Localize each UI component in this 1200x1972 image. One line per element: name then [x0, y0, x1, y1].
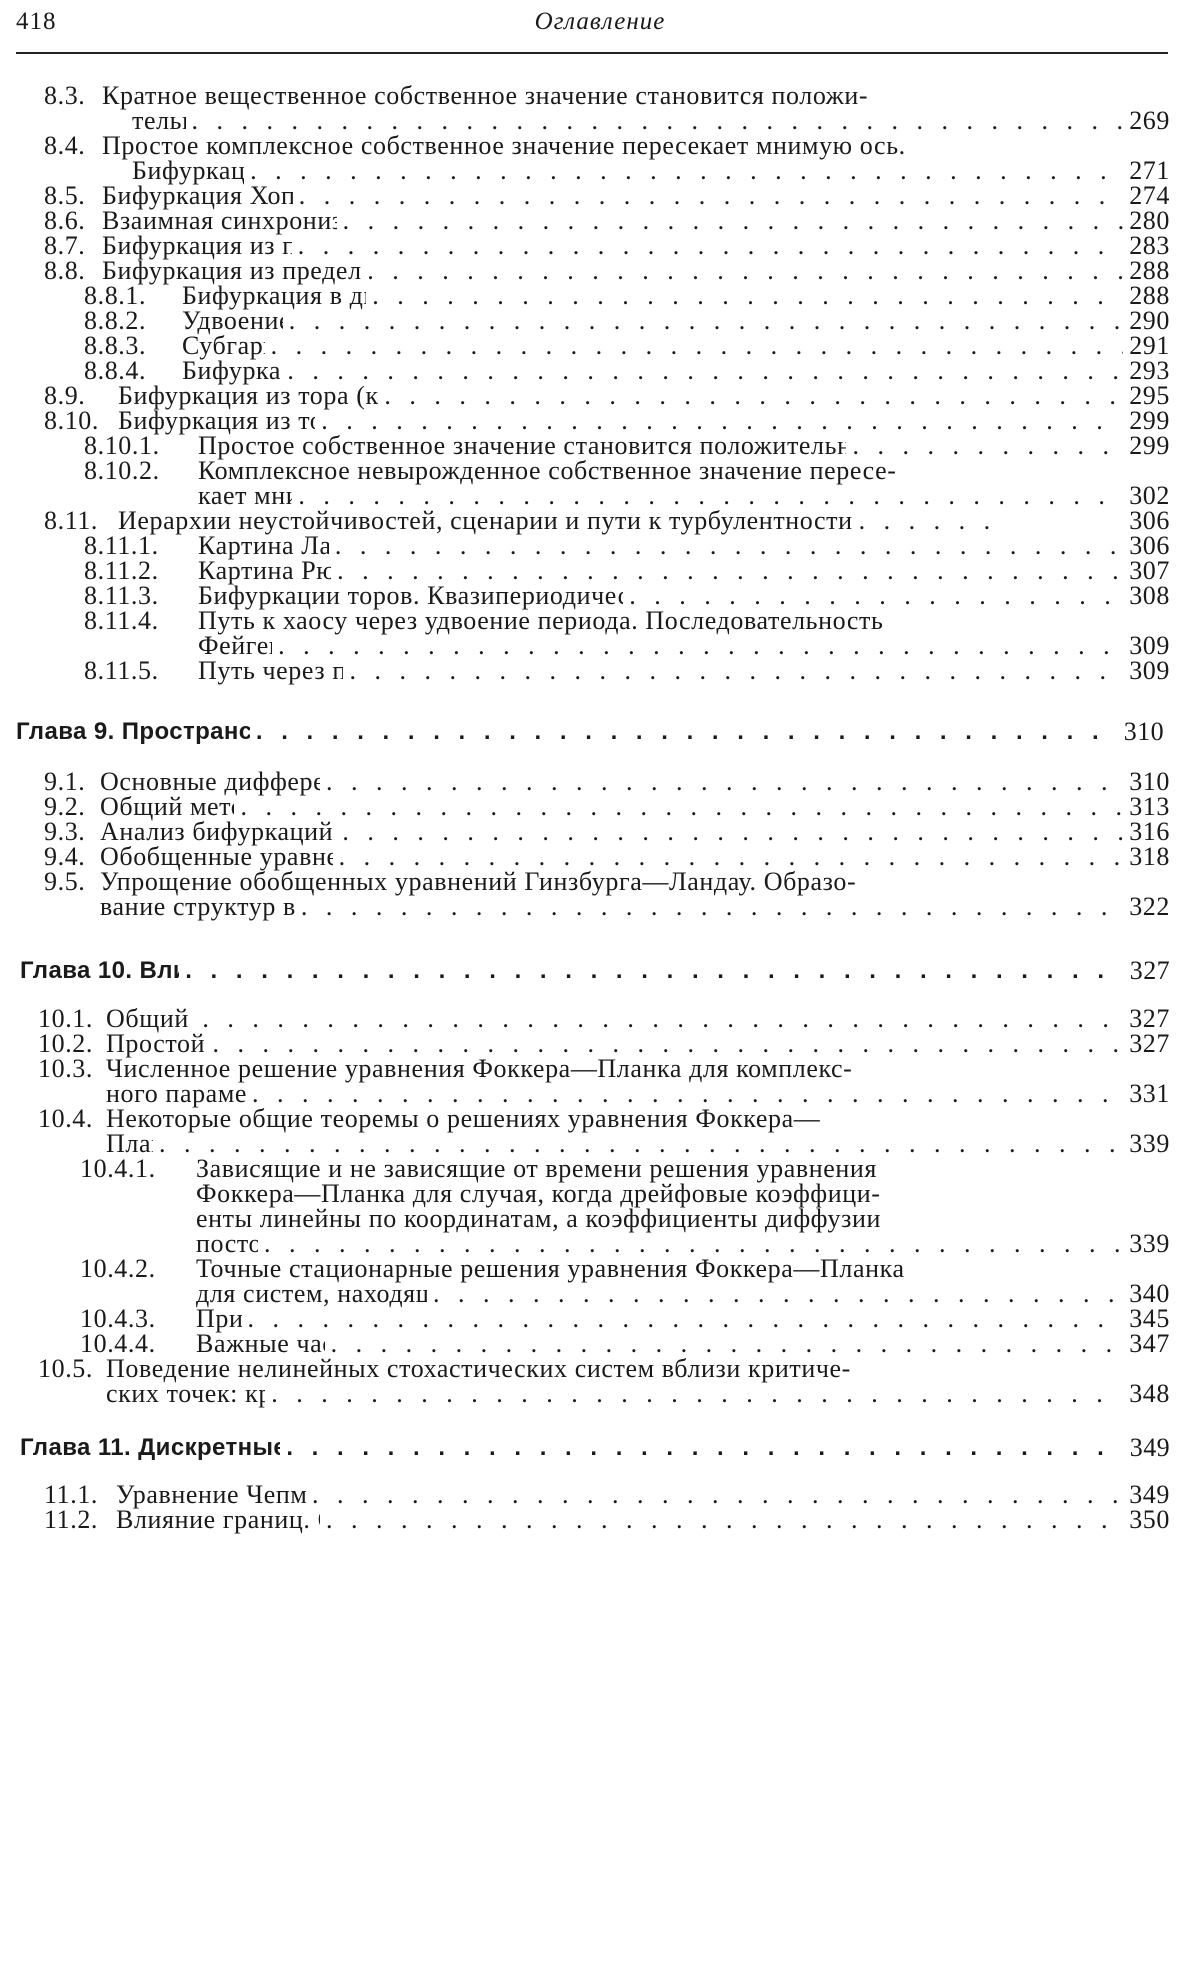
toc-page: 310 — [1129, 767, 1170, 797]
toc-title: Бифуркация в д — [182, 281, 366, 311]
toc-number: 8.10. — [44, 406, 118, 436]
toc-leader: . . . . . . . . . . . . . . . . . . . . . . . . . . . . . . . . . . . . . . . — [159, 1129, 1123, 1159]
toc-leader: . . . . . . . . . . . . . . . . . . . . . . . . . . . . . . . . — [335, 531, 1123, 561]
toc-leader: . . . . . . . . . . . . . . . . . . . . . . . . . . . . . . . . . — [298, 481, 1123, 511]
toc-number: 10.4.3. — [80, 1304, 196, 1334]
toc-page: 322 — [1129, 892, 1170, 922]
toc-leader: . . . . . . . . . . . . . . . . . . . . . . . . . . . . . . — [384, 381, 1123, 411]
toc-title: Путь через — [198, 656, 343, 686]
toc-page: 327 — [1129, 1029, 1170, 1059]
toc-number: 11.1. — [44, 1480, 116, 1510]
toc-title: Общий мет — [100, 792, 234, 822]
toc-title: Путь к хаосу через удвоение периода. Последовательность — [198, 606, 883, 636]
toc-number: 9.4. — [44, 842, 100, 872]
toc-leader: . . . . . . . . . . . . . . . . . . . . . . . . . . . . . . . . . . . . . — [202, 1004, 1123, 1034]
toc-number: 10.4.4. — [80, 1329, 196, 1359]
toc-leader: . . . . . . . . . . . . . . . . . . . . . . . . . . . . . . . . — [312, 1480, 1123, 1510]
toc-title: Картина Р — [198, 556, 331, 586]
toc-title: Бифуркация из тора (к — [118, 381, 378, 411]
toc-page: 271 — [1129, 156, 1170, 186]
toc-page: 290 — [1129, 306, 1170, 336]
toc-leader: . . . . . . . . . . . . . . . . . . . . . . . . . . . . . . . . . — [289, 306, 1123, 336]
toc-page: 316 — [1129, 817, 1170, 847]
toc-leader: . . . . . . . . . . . . . . . . . . . . . . . . . . . . . . . . — [326, 1505, 1123, 1535]
toc-title: тель — [132, 106, 186, 136]
toc-number: 10.4. — [38, 1104, 106, 1134]
toc-leader: . . . . . . . . . . . . . . . . . . . . . . . . . . . . . . . . . . . — [252, 1079, 1123, 1109]
toc-title: Фейге — [198, 631, 272, 661]
toc-title: пост — [196, 1229, 258, 1259]
toc-chapter — [20, 1432, 1170, 1463]
toc-title: Удвоение — [182, 306, 283, 336]
toc-page: 339 — [1129, 1229, 1170, 1259]
toc-number: 8.10.2. — [84, 456, 198, 486]
toc-page: 339 — [1129, 1129, 1170, 1159]
toc-page: 283 — [1129, 231, 1170, 261]
toc-title: Бифуркация из предел — [102, 256, 361, 286]
toc-number: 8.3. — [44, 81, 102, 111]
toc-leader: . . . . . . . . . . . . . . . . . . . . . . . . . . . . . . . . . . — [264, 1229, 1123, 1259]
toc-number: 8.10.1. — [84, 431, 198, 461]
chapter-title: Глава 10. Вл — [20, 956, 179, 986]
toc-page: 340 — [1129, 1279, 1170, 1309]
toc-leader: . . . . . . — [859, 506, 1124, 536]
toc-entry — [44, 1504, 1170, 1535]
toc-title: Точные стационарные решения уравнения Фоккера—Планка — [196, 1254, 905, 1284]
toc-leader: . . . . . . . . . . . . . . . . . . . . — [629, 581, 1123, 611]
toc-title: Обобщенные уравн — [100, 842, 333, 872]
toc-chapter — [20, 955, 1170, 986]
toc-leader: . . . . . . . . . . . . . . . . . . . . . . . . . . . . . . — [372, 281, 1123, 311]
toc-number: 8.7. — [44, 231, 102, 261]
toc-leader: . . . . . . . . . . . . . . . . . . . . . . . . . . . . . . . — [339, 842, 1124, 872]
toc-page: 349 — [1130, 1433, 1170, 1463]
toc-leader: . . . . . . . . . . . . . . . . . . . . . . . . . . . . . . . . — [326, 767, 1123, 797]
toc-title: Основные диффер — [100, 767, 320, 797]
toc-page: 345 — [1129, 1304, 1170, 1334]
toc-page: 293 — [1129, 356, 1170, 386]
toc-title: Иерархии неустойчивостей, сценарии и пути к турбулентности — [118, 506, 853, 536]
document-page — [0, 0, 1200, 1972]
toc-leader: . . . . . . . . . . . . . . . . . . . . . . . . . . . . . . . . — [331, 1329, 1124, 1359]
toc-page: 291 — [1129, 331, 1170, 361]
toc-number: 10.1. — [38, 1004, 106, 1034]
toc-title: Взаимная синхрони — [102, 206, 337, 236]
toc-leader: . . . . . . . . . . . . . . . . . . . . . . . . . . . . . . . . — [321, 406, 1123, 436]
toc-page: 348 — [1129, 1379, 1170, 1409]
toc-leader: . . . . . . . . . . . . . . . . . . . . . . . . . . . . . . . . . — [286, 1433, 1123, 1463]
toc-title: Бифуркации торов. Квазипериодиче — [198, 581, 623, 611]
toc-leader: . . . . . . . . . . . . . . . . . . . . . . . . . . . . . . . . . . — [271, 331, 1124, 361]
toc-leader: . . . . . . . . . . . . . . . . . . . . . . . . . . . . . . . . . . . — [250, 156, 1123, 186]
toc-title: Упрощение обобщенных уравнений Гинзбурга—Ландау. Образо- — [100, 867, 856, 897]
toc-leader: . . . . . . . . . . . . . . . . . . . . . . . . . . . . . . . . . . — [256, 717, 1118, 747]
toc-page: 280 — [1129, 206, 1170, 236]
toc-number: 8.6. — [44, 206, 102, 236]
toc-number: 8.11.4. — [84, 606, 198, 636]
chapter-title: Глава 9. Простран — [16, 717, 250, 747]
toc-title: Поведение нелинейных стохастических систем вблизи критиче- — [106, 1354, 851, 1384]
toc-leader: . . . . . . . . . . . . . . . . . . . . . . . . . . . . . . . . . — [299, 181, 1123, 211]
toc-leader: . . . . . . . . . . . . . . . . . . . . . . . . . . . . . . . — [337, 556, 1123, 586]
toc-page: 318 — [1129, 842, 1170, 872]
toc-title: Бифуркация из — [102, 231, 292, 261]
toc-entry — [106, 1378, 1170, 1409]
toc-page: 308 — [1129, 581, 1170, 611]
toc-leader: . . . . . . . . . . . . . . . . . . . . . . . . . . . . . . . — [342, 817, 1123, 847]
toc-leader: . . . . . . . . . . . . . . . . . . . . . . . . . . . . . . . . . . . . — [212, 1029, 1123, 1059]
toc-number: 8.11.1. — [84, 531, 198, 561]
toc-page: 306 — [1129, 506, 1170, 536]
toc-page: 302 — [1129, 481, 1170, 511]
toc-title: Кратное вещественное собственное значение становится положи- — [102, 81, 868, 111]
toc-title: Бифурка — [182, 356, 281, 386]
toc-number: 8.11.5. — [84, 656, 198, 686]
toc-number: 9.2. — [44, 792, 100, 822]
toc-leader: . . . . . . . . . . . . . . . . . . . . . . . . . . . . . . . . . — [287, 356, 1123, 386]
toc-number: 8.8.3. — [84, 331, 182, 361]
toc-page: 299 — [1129, 406, 1170, 436]
toc-leader: . . . . . . . . . . . . . . . . . . . . . . . . . . . . . . . . . . . — [248, 1304, 1124, 1334]
toc-title: Картина Л — [198, 531, 329, 561]
chapter-title: Глава 11. Дискретные — [20, 1433, 280, 1463]
toc-page: 313 — [1129, 792, 1170, 822]
toc-leader: . . . . . . . . . . . . . . . . . . . . . . . . . . . . . . . . . . . . . — [192, 106, 1124, 136]
toc-leader: . . . . . . . . . . . . . . . . . . . . . . . . . . . . . . . — [343, 206, 1124, 236]
toc-page: 306 — [1129, 531, 1170, 561]
toc-number: 8.5. — [44, 181, 102, 211]
toc-title: Бифуркац — [132, 156, 244, 186]
toc-title: енты линейны по координатам, а коэффициенты диффузии — [196, 1204, 881, 1234]
toc-title: Важные ча — [196, 1329, 325, 1359]
toc-page: 349 — [1129, 1480, 1170, 1510]
toc-page: 288 — [1129, 281, 1170, 311]
toc-page: 350 — [1129, 1505, 1170, 1535]
toc-entry — [84, 655, 1170, 686]
toc-title: Общий — [106, 1004, 196, 1034]
toc-leader: . . . . . . . . . . . . . . . . . . . . . . . . . . . . . . . . . . . — [240, 792, 1123, 822]
toc-title: При — [196, 1304, 242, 1334]
toc-number: 8.11.2. — [84, 556, 198, 586]
toc-number: 8.8.4. — [84, 356, 182, 386]
toc-page: 309 — [1129, 656, 1170, 686]
toc-title: Влияние границ. — [116, 1505, 320, 1535]
toc-number: 9.3. — [44, 817, 100, 847]
toc-leader: . . . . . . . . . . . . . . . . . . . . . . . . . . . . — [433, 1279, 1123, 1309]
toc-entry — [100, 891, 1170, 922]
toc-title: вание структур в — [100, 892, 295, 922]
toc-page: 331 — [1129, 1079, 1170, 1109]
toc-leader: . . . . . . . . . . . . . . . . . . . . . . . . . . . . . . . . . . — [271, 1379, 1123, 1409]
toc-number: 8.8. — [44, 256, 102, 286]
toc-page: 347 — [1129, 1329, 1170, 1359]
toc-page: 274 — [1129, 181, 1170, 211]
toc-page: 295 — [1129, 381, 1170, 411]
toc-number: 8.8.2. — [84, 306, 182, 336]
toc-number: 8.11. — [44, 506, 118, 536]
toc-page: 307 — [1129, 556, 1170, 586]
toc-title: Некоторые общие теоремы о решениях уравнения Фоккера— — [106, 1104, 820, 1134]
toc-number: 10.5. — [38, 1354, 106, 1384]
toc-title: ного параме — [106, 1079, 246, 1109]
toc-title: Простое комплексное собственное значение пересекает мнимую ось. — [102, 131, 906, 161]
toc-number: 8.9. — [44, 381, 118, 411]
toc-number: 11.2. — [44, 1505, 116, 1535]
toc-number: 8.11.3. — [84, 581, 198, 611]
toc-title: Простой — [106, 1029, 206, 1059]
toc-title: ских точек: к — [106, 1379, 265, 1409]
toc-number: 10.4.1. — [80, 1154, 196, 1184]
toc-title: Простое собственное значение становится положительным — [198, 431, 846, 461]
toc-leader: . . . . . . . . . . . . . . . . . . . . . . . . . . . . . . . . . — [298, 231, 1123, 261]
toc-title: Численное решение уравнения Фоккера—Планка для комплекс- — [106, 1054, 852, 1084]
toc-title: Анализ бифуркаций — [100, 817, 336, 847]
toc-page: 288 — [1129, 256, 1170, 286]
toc-number: 8.4. — [44, 131, 102, 161]
toc-page: 327 — [1130, 956, 1170, 986]
toc-title: Комплексное невырожденное собственное значение пересе- — [198, 456, 897, 486]
toc-leader: . . . . . . . . . . . . . . . . . . . . . . . . . . . . . . . — [349, 656, 1123, 686]
toc-leader: . . . . . . . . . . . . — [852, 431, 1123, 461]
toc-leader: . . . . . . . . . . . . . . . . . . . . . . . . . . . . . . . . . . . . . — [185, 956, 1124, 986]
toc-page: 299 — [1129, 431, 1170, 461]
toc-title: Пла — [106, 1129, 153, 1159]
toc-number: 10.2. — [38, 1029, 106, 1059]
toc-title: Фоккера—Планка для случая, когда дрейфовые коэффици- — [196, 1179, 881, 1209]
table-of-contents — [0, 0, 1200, 1972]
running-header-title: Оглавление — [0, 8, 1200, 36]
toc-page: 327 — [1129, 1004, 1170, 1034]
toc-leader: . . . . . . . . . . . . . . . . . . . . . . . . . . . . . . — [367, 256, 1123, 286]
toc-leader: . . . . . . . . . . . . . . . . . . . . . . . . . . . . . . . . . — [301, 892, 1123, 922]
toc-page: 310 — [1124, 717, 1164, 747]
toc-number: 10.4.2. — [80, 1254, 196, 1284]
toc-title: Уравнение Чепм — [116, 1480, 306, 1510]
toc-page: 269 — [1129, 106, 1170, 136]
toc-title: для систем, находя — [196, 1279, 427, 1309]
toc-title: кает мн — [198, 481, 292, 511]
toc-title: Бифуркация из т — [118, 406, 315, 436]
page-number: 418 — [16, 8, 57, 36]
toc-chapter — [16, 716, 1164, 747]
toc-page: 309 — [1129, 631, 1170, 661]
toc-title: Зависящие и не зависящие от времени решения уравнения — [196, 1154, 877, 1184]
toc-number: 9.1. — [44, 767, 100, 797]
toc-number: 9.5. — [44, 867, 100, 897]
toc-title: Бифуркация Хо — [102, 181, 293, 211]
toc-title: Субгар — [182, 331, 265, 361]
toc-leader: . . . . . . . . . . . . . . . . . . . . . . . . . . . . . . . . . . — [278, 631, 1123, 661]
toc-number: 8.8.1. — [84, 281, 182, 311]
toc-number: 10.3. — [38, 1054, 106, 1084]
